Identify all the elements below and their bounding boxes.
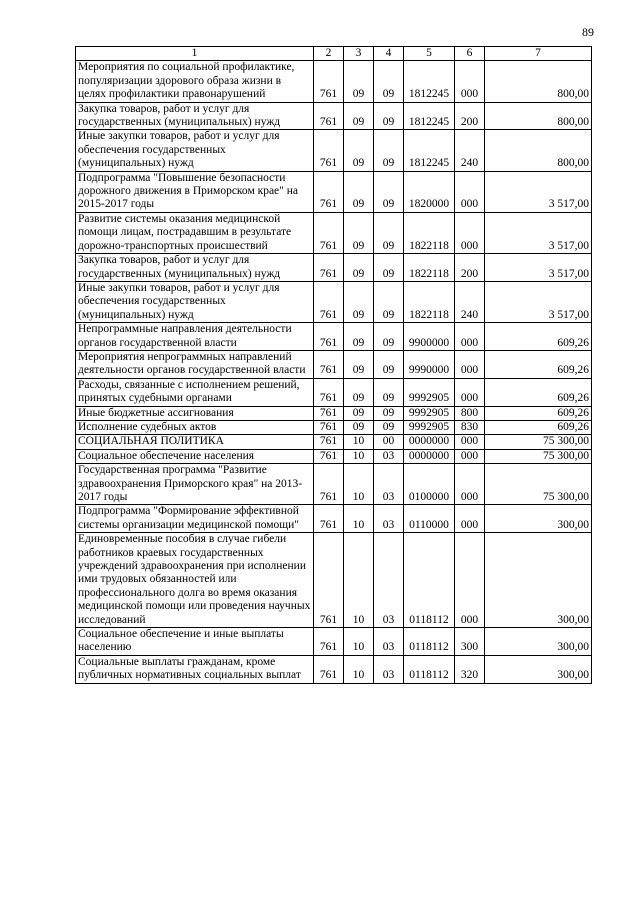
table-row <box>76 420 592 434</box>
code-subsection: 03 <box>374 655 404 683</box>
item-name: Расходы, связанные с исполнением решений, принятых судебными органами <box>76 378 314 406</box>
amount: 800,00 <box>485 102 592 130</box>
code-section: 09 <box>344 171 374 212</box>
code-target-article: 0118112 <box>404 655 455 683</box>
code-subsection: 09 <box>374 323 404 351</box>
code-section: 09 <box>344 102 374 130</box>
amount: 75 300,00 <box>485 435 592 449</box>
code-grbs: 761 <box>314 171 344 212</box>
code-grbs: 761 <box>314 378 344 406</box>
code-section: 09 <box>344 406 374 420</box>
column-header: 3 <box>344 47 374 61</box>
code-subsection: 03 <box>374 464 404 505</box>
column-header: 7 <box>485 47 592 61</box>
item-name: Непрограммные направления деятельности органов государственной власти <box>76 323 314 351</box>
code-grbs: 761 <box>314 212 344 253</box>
code-grbs: 761 <box>314 406 344 420</box>
code-expense-type: 000 <box>455 449 485 463</box>
code-subsection: 09 <box>374 378 404 406</box>
code-target-article: 9900000 <box>404 323 455 351</box>
code-expense-type: 000 <box>455 212 485 253</box>
item-name: Закупка товаров, работ и услуг для государственных (муниципальных) нужд <box>76 102 314 130</box>
code-section: 10 <box>344 464 374 505</box>
code-expense-type: 000 <box>455 323 485 351</box>
code-subsection: 09 <box>374 171 404 212</box>
code-grbs: 761 <box>314 464 344 505</box>
amount: 609,26 <box>485 378 592 406</box>
code-expense-type: 200 <box>455 102 485 130</box>
code-section: 10 <box>344 449 374 463</box>
code-section: 09 <box>344 323 374 351</box>
amount: 609,26 <box>485 406 592 420</box>
table-row <box>76 254 592 282</box>
amount: 300,00 <box>485 655 592 683</box>
code-grbs: 761 <box>314 281 344 322</box>
amount: 3 517,00 <box>485 281 592 322</box>
code-grbs: 761 <box>314 350 344 378</box>
column-header: 6 <box>455 47 485 61</box>
item-name: Иные бюджетные ассигнования <box>76 406 314 420</box>
page-number: 89 <box>582 25 594 39</box>
table-row <box>76 655 592 683</box>
item-name: СОЦИАЛЬНАЯ ПОЛИТИКА <box>76 435 314 449</box>
code-subsection: 03 <box>374 628 404 656</box>
item-name: Развитие системы оказания медицинской помощи лицам, пострадавшим в результате дорожно-транспортных происшествий <box>76 212 314 253</box>
code-grbs: 761 <box>314 449 344 463</box>
table-row <box>76 171 592 212</box>
column-header: 4 <box>374 47 404 61</box>
code-grbs: 761 <box>314 254 344 282</box>
item-name: Государственная программа "Развитие здравоохранения Приморского края" на 2013-2017 годы <box>76 464 314 505</box>
amount: 609,26 <box>485 420 592 434</box>
code-expense-type: 000 <box>455 171 485 212</box>
code-target-article: 0118112 <box>404 533 455 628</box>
table-row <box>76 61 592 102</box>
code-subsection: 09 <box>374 61 404 102</box>
code-grbs: 761 <box>314 505 344 533</box>
code-expense-type: 240 <box>455 281 485 322</box>
code-grbs: 761 <box>314 435 344 449</box>
item-name: Иные закупки товаров, работ и услуг для обеспечения государственных (муниципальных) нужд <box>76 130 314 171</box>
code-subsection: 09 <box>374 281 404 322</box>
code-grbs: 761 <box>314 420 344 434</box>
code-subsection: 09 <box>374 212 404 253</box>
table-row <box>76 628 592 656</box>
code-section: 09 <box>344 420 374 434</box>
code-subsection: 09 <box>374 406 404 420</box>
code-target-article: 0000000 <box>404 449 455 463</box>
amount: 75 300,00 <box>485 449 592 463</box>
amount: 609,26 <box>485 350 592 378</box>
code-target-article: 1822118 <box>404 254 455 282</box>
amount: 3 517,00 <box>485 212 592 253</box>
code-expense-type: 000 <box>455 464 485 505</box>
item-name: Единовременные пособия в случае гибели работников краевых государственных учреждений здравоохранения при исполнении ими трудовых обязанностей или профессионального долга во время оказания медицинской помощи или проведения научных исследований <box>76 533 314 628</box>
code-section: 09 <box>344 254 374 282</box>
table-row <box>76 130 592 171</box>
code-expense-type: 300 <box>455 628 485 656</box>
table-row <box>76 406 592 420</box>
code-expense-type: 000 <box>455 378 485 406</box>
code-subsection: 09 <box>374 254 404 282</box>
code-section: 09 <box>344 281 374 322</box>
item-name: Социальное обеспечение населения <box>76 449 314 463</box>
table-header-row <box>76 47 592 61</box>
amount: 3 517,00 <box>485 171 592 212</box>
code-subsection: 03 <box>374 505 404 533</box>
item-name: Мероприятия непрограммных направлений деятельности органов государственной власти <box>76 350 314 378</box>
code-expense-type: 000 <box>455 505 485 533</box>
code-target-article: 9990000 <box>404 350 455 378</box>
table-row <box>76 212 592 253</box>
table-row <box>76 323 592 351</box>
table-row <box>76 102 592 130</box>
item-name: Подпрограмма "Повышение безопасности дорожного движения в Приморском крае" на 2015-2017 годы <box>76 171 314 212</box>
table-row <box>76 378 592 406</box>
table-row <box>76 464 592 505</box>
code-target-article: 9992905 <box>404 378 455 406</box>
code-grbs: 761 <box>314 130 344 171</box>
code-target-article: 9992905 <box>404 406 455 420</box>
code-subsection: 00 <box>374 435 404 449</box>
code-subsection: 09 <box>374 102 404 130</box>
code-target-article: 0000000 <box>404 435 455 449</box>
table-row <box>76 350 592 378</box>
code-target-article: 1812245 <box>404 102 455 130</box>
code-expense-type: 240 <box>455 130 485 171</box>
item-name: Социальное обеспечение и иные выплаты населению <box>76 628 314 656</box>
item-name: Социальные выплаты гражданам, кроме публичных нормативных социальных выплат <box>76 655 314 683</box>
code-target-article: 1822118 <box>404 212 455 253</box>
code-section: 09 <box>344 130 374 171</box>
item-name: Исполнение судебных актов <box>76 420 314 434</box>
amount: 300,00 <box>485 505 592 533</box>
code-target-article: 1820000 <box>404 171 455 212</box>
amount: 300,00 <box>485 533 592 628</box>
table-row <box>76 533 592 628</box>
code-section: 09 <box>344 378 374 406</box>
code-grbs: 761 <box>314 323 344 351</box>
code-expense-type: 000 <box>455 350 485 378</box>
code-expense-type: 800 <box>455 406 485 420</box>
code-target-article: 0118112 <box>404 628 455 656</box>
code-expense-type: 000 <box>455 61 485 102</box>
code-subsection: 03 <box>374 533 404 628</box>
code-subsection: 09 <box>374 420 404 434</box>
code-target-article: 9992905 <box>404 420 455 434</box>
table-row <box>76 505 592 533</box>
column-header: 2 <box>314 47 344 61</box>
amount: 800,00 <box>485 61 592 102</box>
column-header: 5 <box>404 47 455 61</box>
code-subsection: 09 <box>374 350 404 378</box>
budget-table <box>75 46 592 684</box>
code-section: 09 <box>344 61 374 102</box>
amount: 800,00 <box>485 130 592 171</box>
code-grbs: 761 <box>314 655 344 683</box>
code-grbs: 761 <box>314 61 344 102</box>
code-target-article: 1822118 <box>404 281 455 322</box>
item-name: Иные закупки товаров, работ и услуг для обеспечения государственных (муниципальных) нужд <box>76 281 314 322</box>
code-target-article: 1812245 <box>404 130 455 171</box>
code-expense-type: 320 <box>455 655 485 683</box>
code-expense-type: 000 <box>455 533 485 628</box>
code-grbs: 761 <box>314 628 344 656</box>
code-expense-type: 830 <box>455 420 485 434</box>
code-expense-type: 000 <box>455 435 485 449</box>
code-target-article: 0100000 <box>404 464 455 505</box>
code-expense-type: 200 <box>455 254 485 282</box>
code-subsection: 03 <box>374 449 404 463</box>
code-subsection: 09 <box>374 130 404 171</box>
table-row <box>76 281 592 322</box>
amount: 3 517,00 <box>485 254 592 282</box>
code-section: 10 <box>344 655 374 683</box>
amount: 300,00 <box>485 628 592 656</box>
table-row <box>76 449 592 463</box>
code-section: 09 <box>344 212 374 253</box>
item-name: Подпрограмма "Формирование эффективной системы организации медицинской помощи" <box>76 505 314 533</box>
table-row <box>76 435 592 449</box>
column-header: 1 <box>76 47 314 61</box>
item-name: Закупка товаров, работ и услуг для государственных (муниципальных) нужд <box>76 254 314 282</box>
amount: 609,26 <box>485 323 592 351</box>
code-target-article: 0110000 <box>404 505 455 533</box>
code-section: 10 <box>344 505 374 533</box>
code-grbs: 761 <box>314 102 344 130</box>
code-section: 09 <box>344 350 374 378</box>
amount: 75 300,00 <box>485 464 592 505</box>
code-section: 10 <box>344 628 374 656</box>
code-section: 10 <box>344 533 374 628</box>
item-name: Мероприятия по социальной профилактике, популяризации здорового образа жизни в целях профилактики правонарушений <box>76 61 314 102</box>
code-target-article: 1812245 <box>404 61 455 102</box>
code-section: 10 <box>344 435 374 449</box>
code-grbs: 761 <box>314 533 344 628</box>
